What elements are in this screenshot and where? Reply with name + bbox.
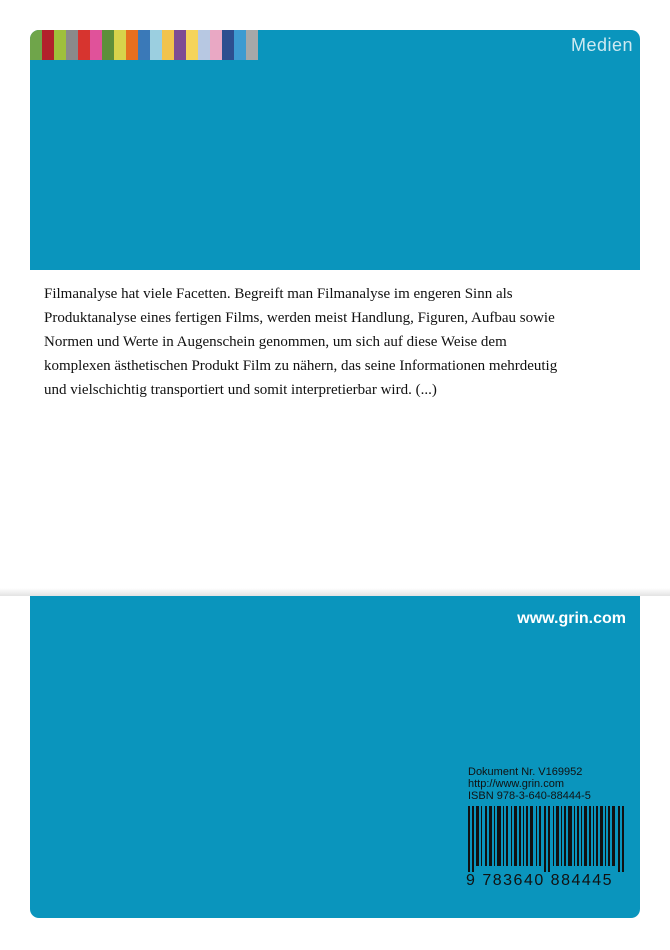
blurb-text: Filmanalyse hat viele Facetten. Begreift man Filmanalyse im engeren Sinn als Produktanalyse eines fertigen Films, werden meist Handlung, Figuren, Aufbau sowie Normen und Werte in Augenschein genommen, um sich auf diese Weise dem komplexen ästhetischen Produkt Film zu nähern, das seine Informationen mehrdeutig und vielschichtig transportiert und somit interpretierbar wird. (...) [44,286,558,398]
barcode-digits: 9 783640 884445 [466,872,614,889]
barcode [466,806,626,896]
color-strip-segment [246,30,258,60]
color-strip-segment [198,30,210,60]
color-strip-segment [126,30,138,60]
color-strip-segment [186,30,198,60]
color-strip-segment [102,30,114,60]
color-strip-segment [138,30,150,60]
color-strip-segment [162,30,174,60]
publisher-url: http://www.grin.com [468,778,564,790]
color-strip-segment [42,30,54,60]
color-strip [30,30,258,60]
color-strip-segment [234,30,246,60]
color-strip-segment [66,30,78,60]
barcode-bars [466,806,626,872]
color-strip-segment [150,30,162,60]
color-strip-segment [78,30,90,60]
color-strip-segment [210,30,222,60]
top-panel [30,30,640,270]
color-strip-segment [30,30,42,60]
color-strip-segment [54,30,66,60]
website-label: www.grin.com [517,610,626,627]
document-number: Dokument Nr. V169952 [468,766,583,778]
bottom-panel [30,596,640,918]
category-label: Medien [570,35,633,55]
color-strip-segment [222,30,234,60]
isbn: ISBN 978-3-640-88444-5 [468,790,591,802]
publication-meta [468,766,591,802]
color-strip-segment [114,30,126,60]
color-strip-segment [174,30,186,60]
band-shadow [0,588,670,596]
color-strip-segment [90,30,102,60]
